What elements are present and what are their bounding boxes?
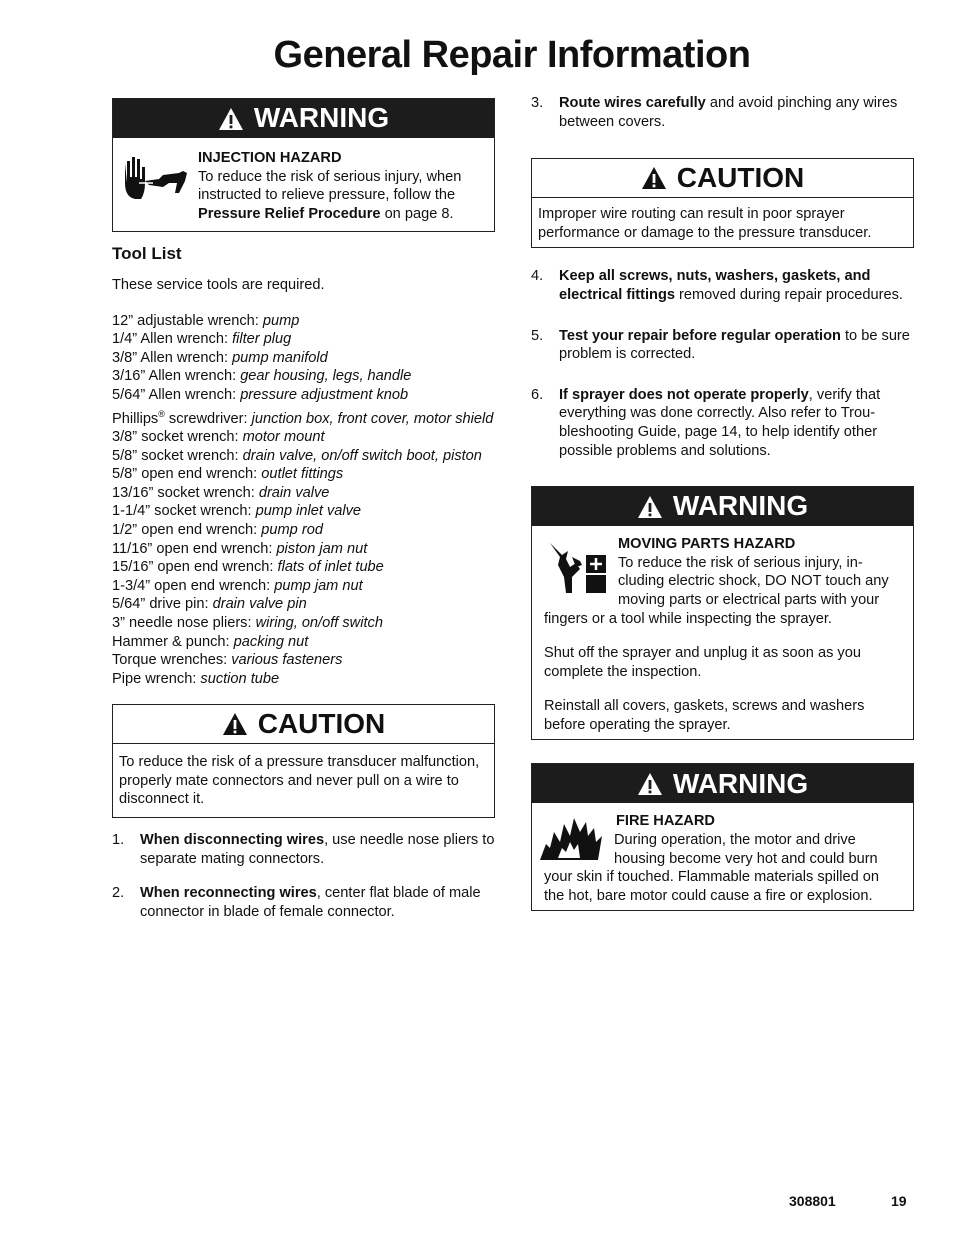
warning-label: WARNING [672,490,809,522]
step-item: 3. Route wires carefully and avoid pinching any wires between covers. [531,95,898,130]
caution-triangle-icon [222,712,248,736]
warning-header [113,99,494,138]
wire-routing-caution-box [531,158,914,248]
hazard-text: During operation, the motor and drive housing become very hot and could burn your skin if touched. Flammable materials spilled on the hot, bare motor could cause a fire or explosion. [544,832,879,904]
caution-header [113,705,494,744]
tool-item: 3” needle nose pliers: wiring, on/off switch [112,614,383,631]
right-column [531,94,914,911]
warning-triangle-icon [637,772,663,796]
warning-header [532,487,913,526]
caution-label: CAUTION [257,708,386,739]
caution-header [532,159,913,198]
tool-item: 3/8” Allen wrench: pump manifold [112,349,328,366]
caution-triangle-icon [641,166,667,190]
caution-text: Improper wire routing can result in poor sprayer performance or damage to the pressure transducer. [538,206,872,241]
tool-item: 5/64” Allen wrench: pressure adjustment knob [112,386,409,403]
step-item: 2. When reconnecting wires, center flat blade of male connector in blade of female connector. [112,885,481,920]
page-number: 19 [891,1193,907,1209]
injection-warning-box [112,98,495,232]
hazard-text: Shut off the sprayer and unplug it as soon as you complete the inspection. [544,645,861,680]
tool-list-intro: These service tools are required. [112,276,325,293]
hazard-text: To reduce the risk of serious injury, including electric shock, DO NOT touch any moving parts or electrical parts with your fingers or a tool while inspecting the sprayer. [544,554,889,627]
caution-label: CAUTION [676,161,805,193]
caution-text: To reduce the risk of a pressure transducer malfunction, properly mate connectors and never pull on a wire to disconnect it. [119,754,480,808]
hazard-title: MOVING PARTS HAZARD [618,536,796,553]
tool-item: 11/16” open end wrench: piston jam nut [112,540,368,557]
tool-item: 5/64” drive pin: drain valve pin [112,596,307,613]
transducer-caution-box [112,704,495,818]
tool-item: 13/16” socket wrench: drain valve [112,484,330,501]
tool-item: Phillips® screwdriver: junction box, front cover, motor shield [112,408,494,427]
tool-item: 1/4” Allen wrench: filter plug [112,331,292,348]
tool-item: 5/8” open end wrench: outlet fittings [112,466,344,483]
tool-item: Hammer & punch: packing nut [112,633,309,650]
step-item: 1. When disconnecting wires, use needle nose pliers to separate mating connectors. [112,832,495,867]
tool-item: 1/2” open end wrench: pump rod [112,521,323,538]
warning-header [532,764,913,803]
hazard-text: To reduce the risk of serious injury, when instructed to relieve pressure, follow the Pressure Relief Procedure on page 8. [198,168,462,222]
tool-item: 5/8” socket wrench: drain valve, on/off switch boot, piston [112,447,482,464]
step-item: 6. If sprayer does not operate properly, verify that everything was done correctly. Also refer to Troubleshooting Guide, page 14, to help identify other possible problems and solutions. [531,386,881,459]
hazard-title: FIRE HAZARD [616,813,715,830]
doc-number: 308801 [789,1193,836,1209]
tool-item: Pipe wrench: suction tube [112,670,280,687]
warning-triangle-icon [637,495,663,519]
warning-triangle-icon [218,107,244,131]
page-title: General Repair Information [273,34,751,76]
pressure-relief-ref: Pressure Relief Procedure [198,205,381,222]
left-column [112,98,495,921]
tool-item: 12” adjustable wrench: pump [112,312,300,329]
step-item: 5. Test your repair before regular operation to be sure problem is corrected. [531,327,910,363]
hazard-text: Reinstall all covers, gaskets, screws and washers before operating the sprayer. [544,698,865,733]
fire-warning-box [531,763,914,911]
tool-item: 1-3/4” open end wrench: pump jam nut [112,577,363,594]
tool-item: Torque wrenches: various fasteners [112,652,343,669]
tool-item: 3/16” Allen wrench: gear housing, legs, handle [112,368,412,385]
hazard-title: INJECTION HAZARD [198,150,342,166]
moving-parts-warning-box [531,486,914,740]
tool-item: 15/16” open end wrench: flats of inlet tube [112,559,384,576]
warning-label: WARNING [253,102,390,134]
injection-hazard-icon [119,153,191,205]
tool-item: 1-1/4” socket wrench: pump inlet valve [112,503,362,520]
fire-hazard-icon [538,814,604,862]
step-item: 4. Keep all screws, nuts, washers, gaskets, and electrical fittings removed during repair procedures. [531,268,903,303]
tool-list-heading: Tool List [112,244,182,264]
tool-list [112,312,495,689]
moving-parts-hazard-icon [546,537,608,595]
warning-label: WARNING [672,767,809,799]
tool-item: 3/8” socket wrench: motor mount [112,428,325,445]
